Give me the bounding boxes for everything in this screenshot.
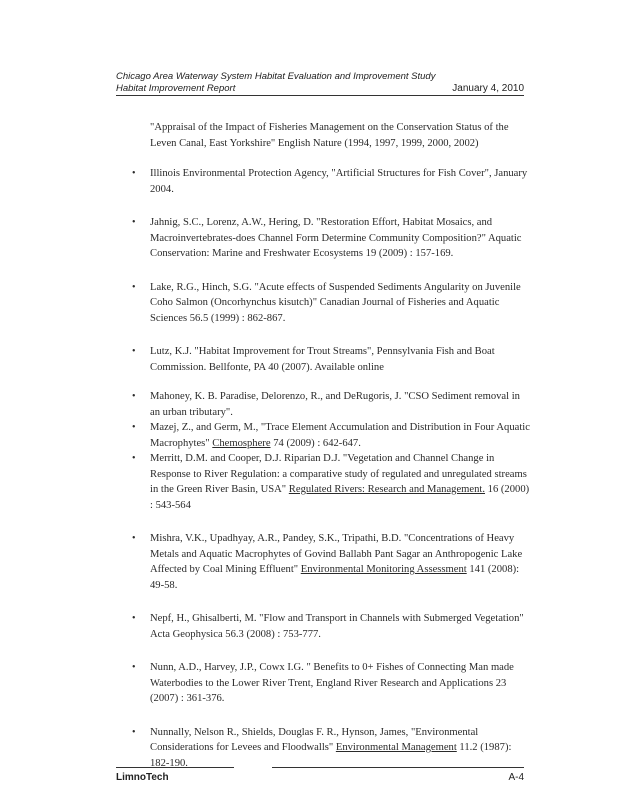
header-line2 <box>116 83 524 94</box>
reference-text <box>150 215 530 262</box>
bullet-icon: • <box>132 281 136 293</box>
reference-item <box>130 120 530 151</box>
header-rule <box>116 95 524 96</box>
reference-segment: 74 (2009) : 642-647. <box>270 437 361 449</box>
reference-text <box>150 725 530 772</box>
reference-item <box>130 215 530 262</box>
bullet-icon: • <box>132 422 136 433</box>
reference-segment: 11.2 (1987): 182-190. <box>150 742 512 769</box>
bullet-icon: • <box>132 662 136 673</box>
bullet-icon: • <box>132 613 136 624</box>
report-title: Chicago Area Waterway System Habitat Evaluation and Improvement Study <box>116 71 436 82</box>
bullet-icon: • <box>132 453 136 464</box>
reference-item <box>130 344 530 375</box>
reference-segment: Mazej, Z., and Germ, M., "Trace Element Accumulation and Distribution in Four Aquatic Macrophytes" <box>150 422 530 449</box>
reference-item <box>130 166 530 197</box>
bullet-icon: • <box>132 217 136 228</box>
footer-rule-right <box>272 767 524 768</box>
page-number: A-4 <box>508 772 524 783</box>
page-footer <box>116 772 524 783</box>
reference-segment: Jahnig, S.C., Lorenz, A.W., Hering, D. "Restoration Effort, Habitat Mosaics, and Macroinvertebrates-does Channel Form Determine Community Composition?" Aquatic Conservation: Marine and Freshwater Ecosystems 19 (2009) : 157-169. <box>150 217 522 259</box>
reference-text <box>150 451 530 513</box>
reference-segment: "Appraisal of the Impact of Fisheries Management on the Conservation Status of the Leven Canal, East Yorkshire" English Nature (1994, 1997, 1999, 2000, 2002) <box>150 122 509 149</box>
reference-segment: Nunn, A.D., Harvey, J.P., Cowx I.G. " Benefits to 0+ Fishes of Connecting Man made Waterbodies to the Lower River Trent, England River Research and Applications 23 (2007) : 361-376. <box>150 662 514 704</box>
reference-text <box>150 660 530 707</box>
bullet-icon: • <box>132 168 136 179</box>
bullet-icon: • <box>132 391 136 402</box>
reference-source: Environmental Management <box>335 742 457 753</box>
report-date: January 4, 2010 <box>452 83 524 94</box>
reference-item <box>130 725 530 772</box>
reference-text <box>150 344 530 375</box>
reference-segment: Nepf, H., Ghisalberti, M. "Flow and Transport in Channels with Submerged Vegetation" Acta Geophysica 56.3 (2008) : 753-777. <box>150 613 524 640</box>
reference-segment: Lutz, K.J. "Habitat Improvement for Trout Streams", Pennsylvania Fish and Boat Commission. Bellfonte, PA 40 (2007). Available online <box>150 346 495 373</box>
reference-item <box>130 420 530 451</box>
report-subtitle: Habitat Improvement Report <box>116 83 236 94</box>
reference-item <box>130 280 530 327</box>
reference-segment: 141 (2008): 49-58. <box>150 564 520 591</box>
reference-segment: Illinois Environmental Protection Agency, "Artificial Structures for Fish Cover", January 2004. <box>150 168 528 195</box>
reference-text <box>150 280 530 327</box>
bullet-icon: • <box>132 346 136 357</box>
reference-source: Chemosphere <box>212 437 271 449</box>
reference-item <box>130 531 530 593</box>
reference-text <box>150 389 530 420</box>
bullet-icon: • <box>132 726 136 738</box>
reference-text <box>150 611 530 642</box>
reference-segment: Mahoney, K. B. Paradise, Delorenzo, R., and DeRugoris, J. "CSO Sediment removal in an urban tributary". <box>150 391 520 418</box>
reference-item <box>130 660 530 707</box>
footer-rule-left <box>116 767 234 768</box>
page-header <box>116 71 524 94</box>
reference-item <box>130 611 530 642</box>
reference-segment: Mishra, V.K., Upadhyay, A.R., Pandey, S.K., Tripathi, B.D. "Concentrations of Heavy Metals and Aquatic Macrophytes of Govind Ballabh Pant Sagar an Anthropogenic Lake Affected by Coal Mining Effluent" <box>150 533 523 575</box>
reference-segment: Lake, R.G., Hinch, S.G. "Acute effects of Suspended Sediments Angularity on Juvenile Coho Salmon (Oncorhynchus kisutch)" Canadian Journal of Fisheries and Aquatic Sciences 56.5 (1999) : 862-867. <box>150 281 521 324</box>
reference-segment: Merritt, D.M. and Cooper, D.J. Riparian D.J. "Vegetation and Channel Change in Response to River Regulation: a comparative study of regulated and unregulated streams in the Green River Basin, USA" <box>150 453 527 495</box>
footer-org: LimnoTech <box>116 772 169 783</box>
reference-text <box>150 420 530 451</box>
bullet-icon: • <box>132 533 136 544</box>
reference-text <box>150 120 530 151</box>
reference-item <box>130 389 530 420</box>
reference-source: Environmental Monitoring Assessment <box>300 564 467 575</box>
reference-source: Regulated Rivers: Research and Management. <box>288 484 486 495</box>
reference-item <box>130 451 530 513</box>
reference-segment: Nunnally, Nelson R., Shields, Douglas F. R., Hynson, James, "Environmental Considerations for Levees and Floodwalls" <box>150 726 479 753</box>
reference-text <box>150 531 530 593</box>
reference-text <box>150 166 530 197</box>
reference-list <box>130 120 530 771</box>
reference-segment: 16 (2000) : 543-564 <box>150 484 530 511</box>
